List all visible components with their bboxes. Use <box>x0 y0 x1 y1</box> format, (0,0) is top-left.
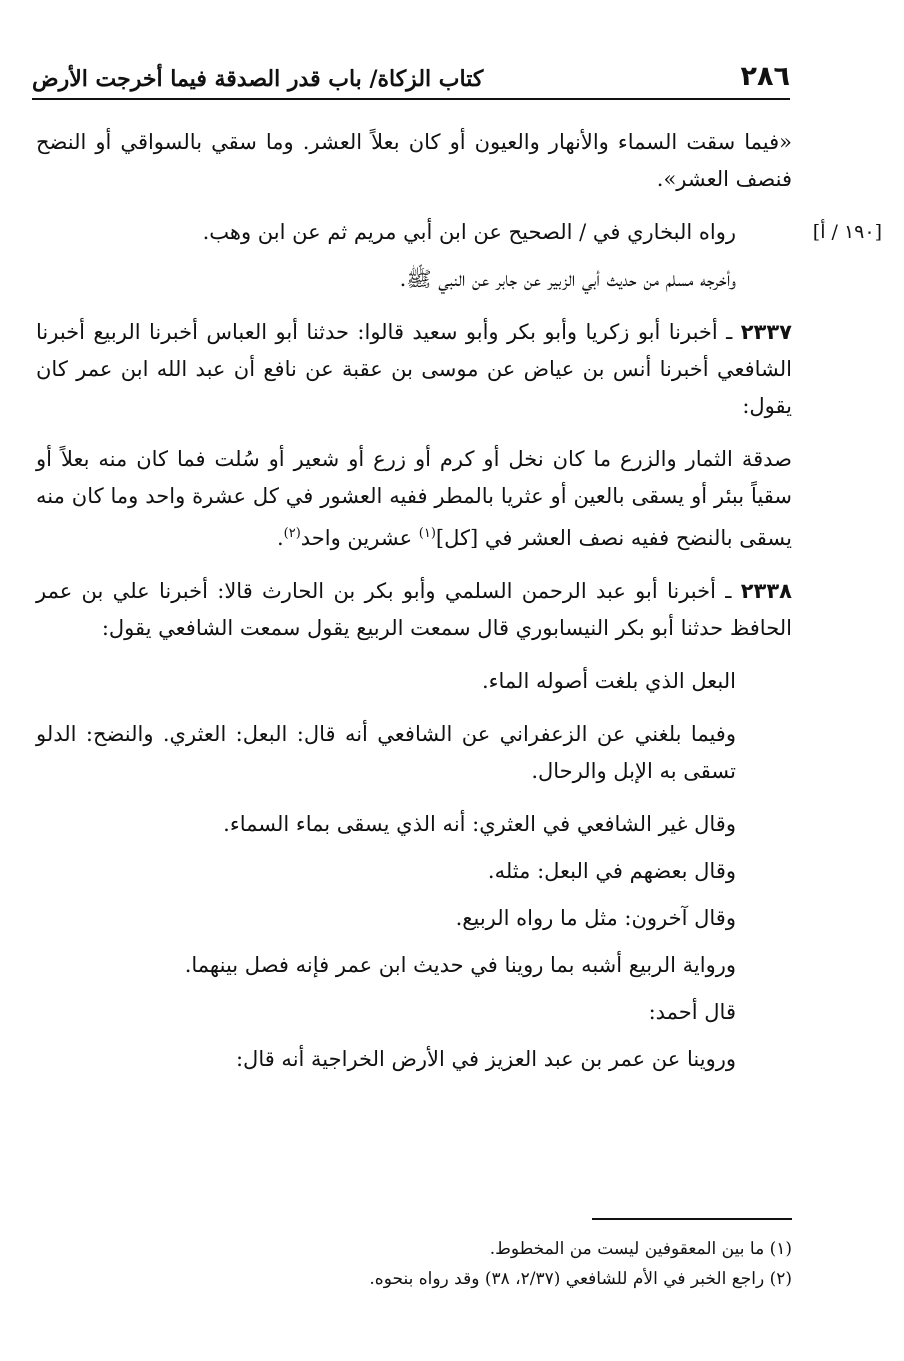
footnote-1: (١) ما بين المعقوفين ليست من المخطوط. <box>489 1239 792 1259</box>
footnote-divider <box>592 1218 792 1220</box>
running-header <box>32 60 790 100</box>
paragraph-riwaya: ورواية الربيع أشبه بما روينا في حديث ابن عمر فإنه فصل بينهما. <box>184 953 736 977</box>
paragraph-sadaqat-thimar <box>36 441 792 557</box>
hadith-2338: ٢٣٣٨ ـ أخبرنا أبو عبد الرحمن السلمي وأبو بكر بن الحارث قالا: أخبرنا علي بن عمر الحافظ حدثنا أبو بكر النيسابوري قال سمعت الربيع يقول سمعت الشافعي يقول: <box>36 579 793 640</box>
text-segment: عشرين واحد <box>300 526 419 550</box>
footnote-2: (٢) راجع الخبر في الأم للشافعي (٢/٣٧، ٣٨) وقد رواه بنحوه. <box>369 1269 792 1289</box>
hadith-2337: ٢٣٣٧ ـ أخبرنا أبو زكريا وأبو بكر وأبو سعيد قالوا: حدثنا أبو العباس أخبرنا الربيع أخبرنا الشافعي أخبرنا أنس بن عياض عن موسى بن عقبة عن نافع أن عبد الله ابن عمر كان يقول: <box>36 320 792 418</box>
hadith-text: أخبرنا أبو عبد الرحمن السلمي وأبو بكر بن الحارث قالا: أخبرنا علي بن عمر الحافظ حدثنا أبو بكر النيسابوري قال سمعت الربيع يقول سمعت الشافعي يقول: <box>36 579 792 640</box>
manuscript-folio-note: [١٩٠ / أ] <box>812 221 882 243</box>
hadith-number: ٢٣٣٧ <box>740 320 792 344</box>
main-text <box>36 124 882 1094</box>
text-segment: صدقة الثمار والزرع ما كان نخل أو كرم أو زرع أو شعير أو سُلت فما كان منه بعلاً أو سقياً ببئر أو يسقى بالعين أو عثريا بالمطر ففيه العشور في كل عشرة واحد وما كان منه يسقى بالنضح ففيه نصف العشر في [كل] <box>36 447 792 550</box>
paragraph-muslim: وأخرجه مسلم من حديث أبي الزبير عن جابر عن النبي ﷺ. <box>399 267 736 291</box>
footnotes <box>36 1234 792 1294</box>
paragraph-with-margin-note <box>36 214 882 251</box>
paragraph-zafarani: وفيما بلغني عن الزعفراني عن الشافعي أنه قال: البعل: العثري. والنضح: الدلو تسقى به الإبل والرحال. <box>36 722 736 783</box>
paragraph-akharun: وقال آخرون: مثل ما رواه الربيع. <box>455 906 736 930</box>
paragraph-hadith-quote: «فيما سقت السماء والأنهار والعيون أو كان بعلاً العشر. وما سقي بالسواقي أو النضح فنصف العشر». <box>36 130 792 191</box>
hadith-text: أخبرنا أبو زكريا وأبو بكر وأبو سعيد قالوا: حدثنا أبو العباس أخبرنا الربيع أخبرنا الشافعي أخبرنا أنس بن عياض عن موسى بن عقبة عن نافع أن عبد الله ابن عمر كان يقول: <box>36 320 792 418</box>
page-number: ٢٨٦ <box>740 61 790 92</box>
paragraph-bukhari: رواه البخاري في / الصحيح عن ابن أبي مريم ثم عن ابن وهب. <box>202 220 736 244</box>
paragraph-baal: البعل الذي بلغت أصوله الماء. <box>481 669 736 693</box>
footnote-marker-1: (١) <box>418 526 436 541</box>
paragraph-baduhum: وقال بعضهم في البعل: مثله. <box>487 859 736 883</box>
paragraph-athari: وقال غير الشافعي في العثري: أنه الذي يسقى بماء السماء. <box>223 812 736 836</box>
paragraph-umar-abdulaziz: وروينا عن عمر بن عبد العزيز في الأرض الخراجية أنه قال: <box>235 1047 736 1071</box>
text-segment: . <box>276 526 284 550</box>
footnote-marker-2: (٢) <box>283 526 301 541</box>
hadith-number: ٢٣٣٨ <box>740 579 793 603</box>
paragraph-qala-ahmad: قال أحمد: <box>648 1000 736 1024</box>
running-title: كتاب الزكاة/ باب قدر الصدقة فيما أخرجت الأرض <box>32 66 484 92</box>
